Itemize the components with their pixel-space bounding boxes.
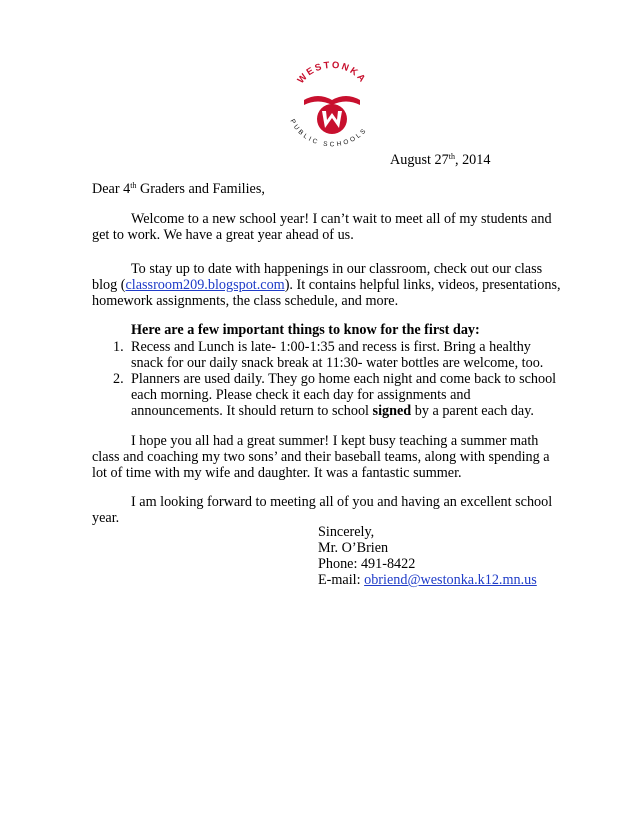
list-item1-line1: Recess and Lunch is late- 1:00-1:35 and recess is first. Bring a healthy bbox=[131, 339, 531, 355]
para3-line3: lot of time with my wife and daughter. It was a fantastic summer. bbox=[92, 465, 462, 481]
list-item2-line3 bbox=[131, 403, 534, 419]
phone-line: Phone: 491-8422 bbox=[318, 556, 416, 572]
para2-line2-post: ). It contains helpful links, videos, presentations, bbox=[284, 277, 561, 293]
list-item2-line1: Planners are used daily. They go home each night and come back to school bbox=[131, 371, 557, 387]
logo-arc-bottom-text: PUBLIC SCHOOLS bbox=[288, 118, 369, 149]
date-suffix: th bbox=[448, 152, 455, 161]
westonka-logo bbox=[270, 56, 390, 156]
signer-name: Mr. O’Brien bbox=[318, 540, 389, 556]
greeting-rest: Graders and Families, bbox=[136, 181, 265, 197]
para2-line2 bbox=[92, 277, 561, 293]
book-icon bbox=[304, 96, 360, 105]
logo-arc-top-text: WESTONKA bbox=[295, 59, 369, 86]
email-line bbox=[318, 572, 537, 588]
list-number-1: 1. bbox=[113, 339, 124, 355]
list-item2-line2: each morning. Please check it each day for assignments and bbox=[131, 387, 471, 403]
para2-line1: To stay up to date with happenings in our classroom, check out our class bbox=[131, 261, 543, 277]
para4-line1: I am looking forward to meeting all of you and having an excellent school bbox=[131, 494, 553, 510]
greeting bbox=[92, 181, 265, 197]
signed-emphasis: signed bbox=[372, 403, 412, 419]
greeting-suffix: th bbox=[130, 181, 137, 190]
para1-line1: Welcome to a new school year! I can’t wait to meet all of my students and bbox=[131, 211, 552, 227]
para4-line2: year. bbox=[92, 510, 120, 526]
date-month: August 27 bbox=[390, 152, 449, 168]
list-number-2: 2. bbox=[113, 371, 124, 387]
emblem-circle bbox=[317, 104, 347, 134]
list-item2-line3-pre: announcements. It should return to school bbox=[131, 403, 373, 419]
closing: Sincerely, bbox=[318, 524, 375, 540]
date-line bbox=[390, 152, 490, 168]
greeting-prefix: Dear 4 bbox=[92, 181, 131, 197]
para2-line2-pre: blog ( bbox=[92, 277, 126, 293]
list-item2-line3-post: by a parent each day. bbox=[411, 403, 534, 419]
para1-line2: get to work. We have a great year ahead of us. bbox=[92, 227, 354, 243]
email-link[interactable]: obriend@westonka.k12.mn.us bbox=[364, 572, 537, 588]
email-label: E-mail: bbox=[318, 572, 365, 588]
para2-line3: homework assignments, the class schedule, and more. bbox=[92, 293, 399, 309]
date-year: , 2014 bbox=[454, 152, 491, 168]
para3-line2: class and coaching my two sons’ and their baseball teams, along with spending a bbox=[92, 449, 550, 465]
list-heading: Here are a few important things to know for the first day: bbox=[131, 322, 480, 338]
blog-link[interactable]: classroom209.blogspot.com bbox=[125, 277, 285, 293]
list-item1-line2: snack for our daily snack break at 11:30- water bottles are welcome, too. bbox=[131, 355, 544, 371]
para3-line1: I hope you all had a great summer! I kept busy teaching a summer math bbox=[131, 433, 539, 449]
